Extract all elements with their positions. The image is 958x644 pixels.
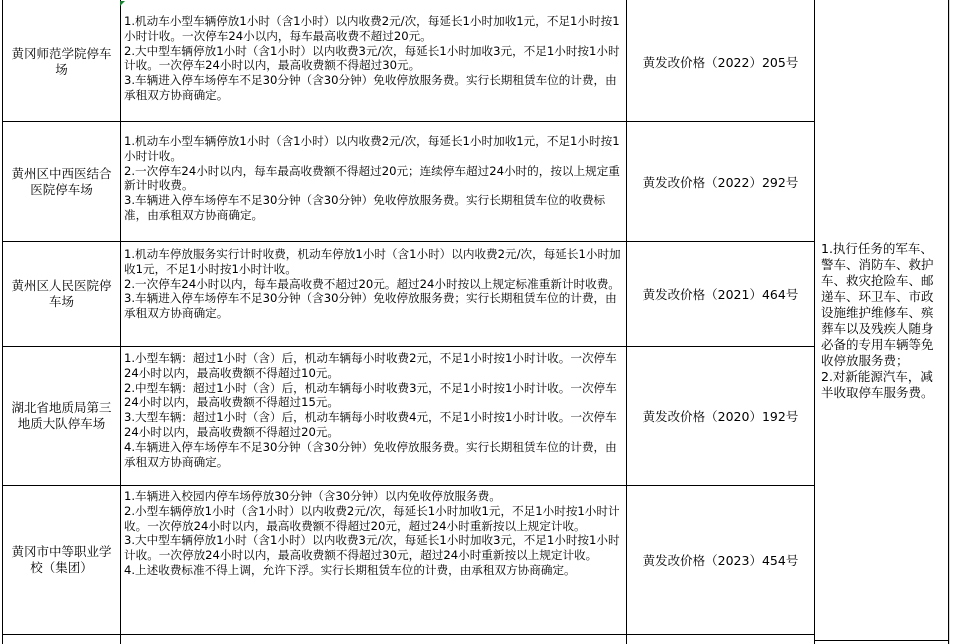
fee-rules-cell[interactable]: [121, 486, 626, 634]
fee-rule-item: 1.小型车辆：超过1小时（含）后，机动车辆每小时收费2元，不足1小时按1小时计收。一次停车24小时以内，最高收费额不得超过10元。: [124, 351, 617, 380]
parking-lot-name[interactable]: 湖北省地质局第三地质大队停车场: [11, 400, 112, 431]
cell-comment-marker: [120, 1, 125, 6]
approval-document-number[interactable]: 黄发改价格（2020）192号: [642, 409, 799, 424]
fee-rule-item: 3.大中型车辆停放1小时（含1小时）以内收费3元/次，每延长1小时加收3元，不足1小时按1小时计收。一次停放24小时以内，最高收费额不得超过30元，超过24小时重新按以上规定计收。: [124, 533, 620, 563]
fee-rule-item: 1.机动车小型车辆停放1小时（含1小时）以内收费2元/次，每延长1小时加收1元，不足1小时按1小时计收。一次停车24小以内，每车最高收费不超过20元。: [124, 14, 620, 43]
parking-lot-name[interactable]: 黄州区人民医院停车场: [11, 278, 112, 309]
fee-rule-item: 3.车辆进入停车场停车不足30分钟（含30分钟）免收停放服务费。实行长期租赁车位的计费，由承租双方协商确定。: [124, 73, 617, 102]
remarks-cell[interactable]: [815, 2, 948, 640]
fee-rules-cell[interactable]: [121, 131, 626, 241]
grid-line: [2, 485, 815, 486]
grid-line: [626, 0, 627, 644]
parking-lot-name[interactable]: 黄冈师范学院停车场: [11, 45, 112, 77]
fee-rule-item: 2.一次停车24小时以内，每车最高收费额不得超过20元；连续停车超过24小时的，按以上规定重新计时收费。: [124, 163, 620, 193]
approval-document-number[interactable]: 黄发改价格（2021）464号: [642, 287, 799, 302]
grid-line: [2, 346, 815, 347]
fee-rules-cell[interactable]: [121, 244, 626, 346]
fee-rule-item: 3.车辆进入停车场停车不足30分钟（含30分钟）免收停放服务费；实行长期租赁车位的计费，由承租双方协商确定。: [124, 291, 617, 321]
approval-document-number[interactable]: 黄发改价格（2022）292号: [642, 174, 799, 190]
parking-lot-name[interactable]: 黄冈市中等职业学校（集团）: [11, 544, 112, 575]
grid-line: [120, 0, 121, 644]
grid-line: [2, 0, 3, 644]
grid-line: [814, 640, 949, 641]
fee-rule-item: 3.大型车辆：超过1小时（含）后，机动车辆每小时收费4元，不足1小时按1小时计收。一次停车24小时以内，最高收费额不得超过20元。: [124, 410, 617, 439]
grid-line: [2, 634, 815, 635]
fee-rule-item: 3.车辆进入停车场停车不足30分钟（含30分钟）免收停放服务费。实行长期租赁车位的收费标准，由承租双方协商确定。: [124, 193, 606, 222]
parking-lot-name[interactable]: 黄州区中西医结合医院停车场: [11, 165, 112, 197]
fee-rule-item: 4.上述收费标准不得上调，允许下浮。实行长期租赁车位的计费，由承租双方协商确定。: [124, 562, 576, 577]
fee-rule-item: 2.大中型车辆停放1小时（含1小时）以内收费3元/次，每延长1小时加收3元，不足1小时按1小时计收。一次停车24小时以内，最高收费额不得超过30元。: [124, 43, 620, 73]
approval-document-number[interactable]: 黄发改价格（2023）454号: [642, 553, 799, 568]
grid-line: [2, 241, 815, 242]
fee-rule-item: 1.机动车停放服务实行计时收费，机动车停放1小时（含1小时）以内收费2元/次，每延长1小时加收1元，不足1小时按1小时计收。: [124, 247, 621, 276]
remark-item: 1.执行任务的军车、警车、消防车、救护车、救灾抢险车、邮递车、环卫车、市政设施维护维修车、殡葬车以及残疾人随身必备的专用车辆等免收停放服务费；: [821, 241, 934, 368]
grid-line: [814, 0, 815, 644]
fee-rule-item: 1.车辆进入校园内停车场停放30分钟（含30分钟）以内免收停放服务费。: [124, 489, 501, 503]
fee-rules-cell[interactable]: [121, 11, 626, 121]
approval-document-number[interactable]: 黄发改价格（2022）205号: [642, 54, 799, 70]
fee-rule-item: 4.车辆进入停车场停车不足30分钟（含30分钟）免收停放服务费。实行长期租赁车位的计费，由承租双方协商确定。: [124, 439, 617, 469]
fee-rule-item: 1.机动车小型车辆停放1小时（含1小时）以内收费2元/次，每延长1小时加收1元，不足1小时按1小时计收。: [124, 134, 620, 163]
fee-rule-item: 2.小型车辆停放1小时（含1小时）以内收费2元/次，每延长1小时加收1元，不足1小时按1小时计收。一次停放24小时以内，最高收费额不得超过20元，超过24小时重新按以上规定计收。: [124, 503, 620, 533]
fee-rule-item: 2.中型车辆：超过1小时（含）后，机动车辆每小时收费3元，不足1小时按1小时计收。一次停车24小时以内，最高收费额不得超过15元。: [124, 380, 617, 410]
fee-rule-item: 2.一次停车24小时以内，每车最高收费不超过20元。超过24小时按以上规定标准重新计时收费。: [124, 276, 620, 291]
gridline-gray: [949, 0, 950, 644]
fee-rules-cell[interactable]: [121, 348, 626, 485]
grid-line: [2, 121, 815, 122]
remark-item: 2.对新能源汽车，减半收取停车服务费。: [821, 369, 934, 400]
